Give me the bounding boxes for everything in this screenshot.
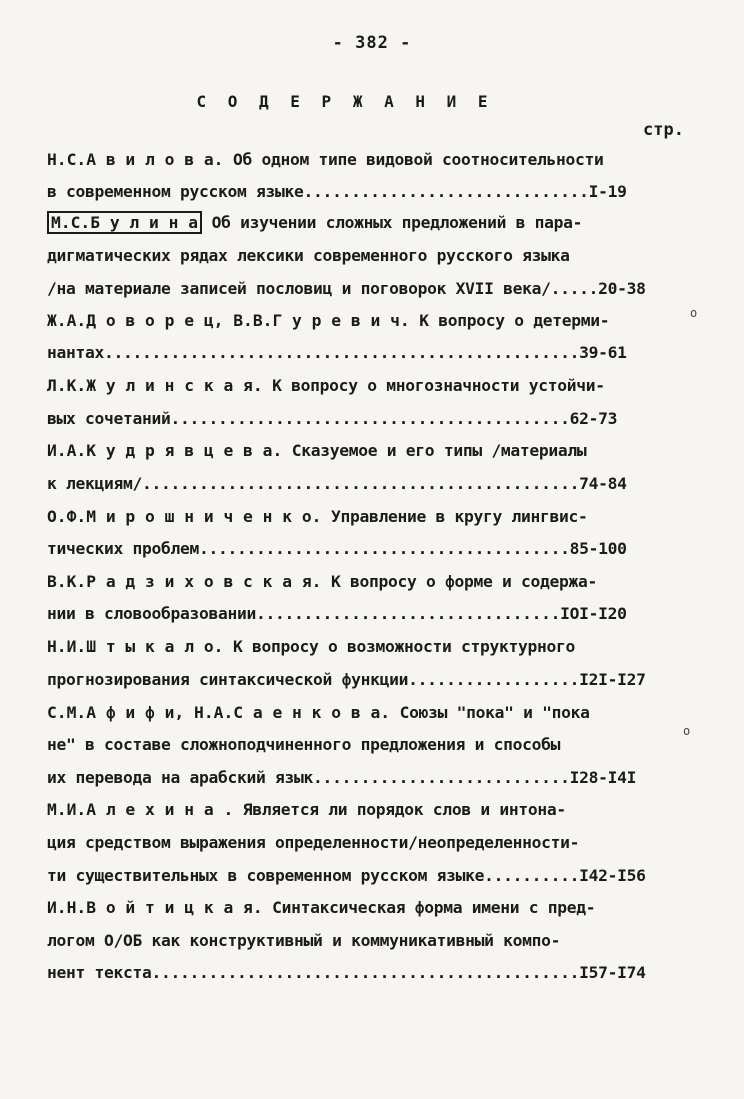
toc-entry-11-line-2: логом О/ОБ как конструктивный и коммуникативный компо- (47, 931, 561, 950)
toc-entry-text: Об изучении сложных предложений в пара- (211, 213, 583, 232)
toc-entry-10-line-2: ция средством выражения определенности/неопределенности- (47, 833, 580, 852)
toc-entry-4-line-2: вых сочетаний..........................................62-73 (47, 409, 618, 428)
toc-entry-1-line-2: в современном русском языке..............................I-19 (47, 182, 627, 201)
toc-entry-author: Н.И.Ш т ы к а л о. (47, 637, 224, 656)
toc-entry-author: М.И.А л е х и н а . (47, 800, 234, 819)
scan-mark: o (690, 306, 698, 320)
toc-entry-9-line-2: не" в составе сложноподчиненного предложения и способы (47, 735, 561, 754)
toc-entry-7-line-2: нии в словообразовании................................IOI-I20 (47, 604, 627, 623)
scan-mark: o (683, 724, 691, 738)
toc-entry-11-line-1 (47, 898, 595, 917)
toc-entry-text: К вопросу о форме и содержа- (330, 572, 598, 591)
toc-entry-3-line-1 (47, 311, 609, 330)
toc-entry-author: Л.К.Ж у л и н с к а я. (47, 376, 263, 395)
toc-entry-author: М.С.Б у л и н а (47, 211, 202, 234)
toc-entry-2-line-2: дигматических рядах лексики современного русского языка (47, 246, 570, 265)
page-title: С О Д Е Р Ж А Н И Е (196, 92, 494, 111)
toc-entry-text: Управление в кругу лингвис- (330, 507, 588, 526)
toc-entry-3-line-2: нантах..................................................39-61 (47, 343, 627, 362)
toc-entry-author: С.М.А ф и ф и, Н.А.С а е н к о в а. (47, 703, 391, 722)
toc-entry-8-line-2: прогнозирования синтаксической функции..................I2I-I27 (47, 670, 646, 689)
toc-entry-text: Об одном типе видовой соотносительности (232, 150, 604, 169)
toc-entry-author: О.Ф.М и р о ш н и ч е н к о. (47, 507, 322, 526)
toc-entry-author: Ж.А.Д о в о р е ц, В.В.Г у р е в и ч. (47, 311, 410, 330)
toc-entry-2-line-1 (47, 213, 582, 232)
toc-entry-7-line-1 (47, 572, 597, 591)
toc-entry-1-line-1 (47, 150, 604, 169)
toc-entry-5-line-2: к лекциям/..............................................74-84 (47, 474, 627, 493)
toc-entry-9-line-1 (47, 703, 590, 722)
toc-entry-text: Сказуемое и его типы /материалы (291, 441, 587, 460)
toc-entry-4-line-1 (47, 376, 605, 395)
toc-entry-6-line-1 (47, 507, 588, 526)
toc-entry-11-line-3: нент текста.............................................I57-I74 (47, 963, 646, 982)
toc-entry-6-line-2: тических проблем.......................................85-100 (47, 539, 627, 558)
toc-entry-text: К вопросу о возможности структурного (232, 637, 576, 656)
toc-entry-author: Н.С.А в и л о в а. (47, 150, 224, 169)
toc-entry-author: В.К.Р а д з и х о в с к а я. (47, 572, 322, 591)
toc-entry-text: К вопросу о многозначности устойчи- (272, 376, 605, 395)
toc-entry-5-line-1 (47, 441, 586, 460)
page-column-label: стр. (643, 120, 684, 140)
toc-entry-text: Является ли порядок слов и интона- (242, 800, 566, 819)
toc-entry-author: И.Н.В о й т и ц к а я. (47, 898, 263, 917)
toc-entry-9-line-3: их перевода на арабский язык...........................I28-I4I (47, 768, 637, 787)
toc-entry-10-line-3: ти существительных в современном русском языке..........I42-I56 (47, 866, 646, 885)
toc-entry-8-line-1 (47, 637, 575, 656)
toc-entry-author: И.А.К у д р я в ц е в а. (47, 441, 283, 460)
toc-entry-text: Синтаксическая форма имени с пред- (272, 898, 596, 917)
toc-entry-10-line-1 (47, 800, 566, 819)
toc-entry-text: К вопросу о детерми- (419, 311, 610, 330)
page-number: - 382 - (332, 33, 412, 53)
toc-entry-text: Союзы "пока" и "пока (399, 703, 590, 722)
toc-entry-2-line-3: /на материале записей пословиц и поговорок XVII века/.....20-38 (47, 279, 646, 298)
